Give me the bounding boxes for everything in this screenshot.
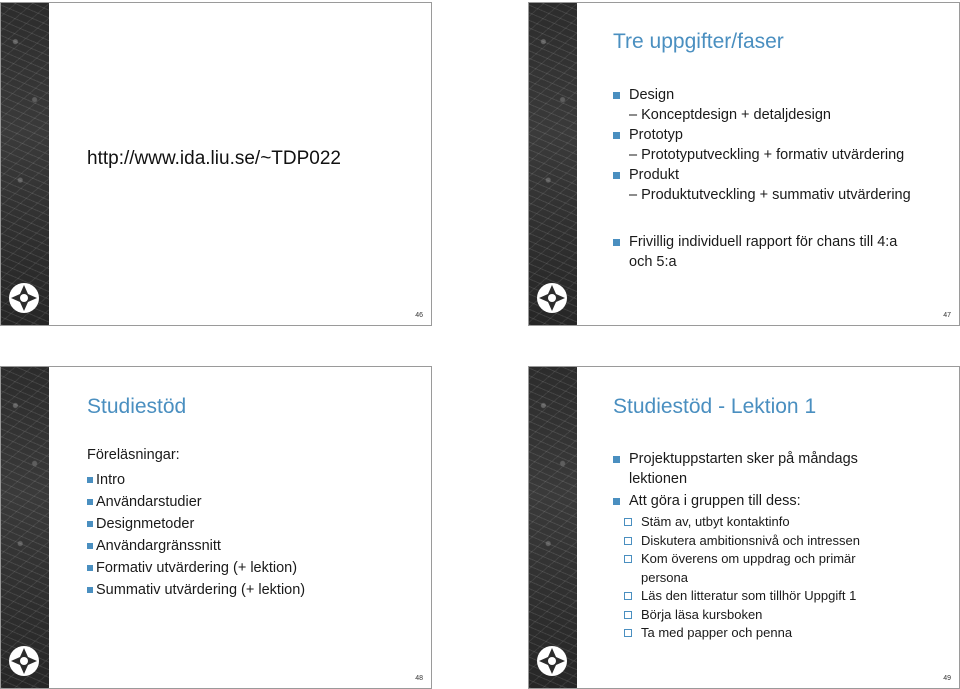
phase-label: Prototyp <box>613 125 953 145</box>
university-logo-icon <box>535 644 569 678</box>
slide-title: Studiestöd - Lektion 1 <box>613 395 817 418</box>
lectures-intro: Föreläsningar: <box>87 447 180 463</box>
phase-sub: – Konceptdesign + detaljdesign <box>629 107 831 123</box>
slide-46 <box>0 2 432 326</box>
list-item: Formativ utvärdering (+ lektion) <box>87 557 417 579</box>
slide-number: 46 <box>415 312 423 319</box>
slide-title: Studiestöd <box>87 395 187 418</box>
slide-47 <box>528 2 960 326</box>
list-item: Intro <box>87 469 417 491</box>
list-item: Läs den litteratur som tillhör Uppgift 1 <box>623 587 943 606</box>
slide-48 <box>0 366 432 689</box>
list-item: Kom överens om uppdrag och primär persona <box>623 550 943 587</box>
phase-sub: – Prototyputveckling + formativ utvärdering <box>629 147 905 163</box>
university-logo-icon <box>535 281 569 315</box>
slide-number: 49 <box>943 675 951 682</box>
point-todo: Att göra i gruppen till dess: <box>613 491 960 511</box>
list-item: Summativ utvärdering (+ lektion) <box>87 579 417 601</box>
slide-number: 47 <box>943 312 951 319</box>
chalkboard-strip <box>529 3 577 325</box>
course-url[interactable]: http://www.ida.liu.se/~TDP022 <box>87 148 341 169</box>
phase-label: Design <box>613 85 953 105</box>
chalkboard-strip <box>529 367 577 688</box>
list-item <box>613 125 953 165</box>
phase-list <box>613 85 953 205</box>
university-logo-icon <box>7 281 41 315</box>
slide-49 <box>528 366 960 689</box>
list-item: Börja läsa kursboken <box>623 606 943 625</box>
list-item: Användarstudier <box>87 491 417 513</box>
phase-sub: – Produktutveckling + summativ utvärdering <box>629 187 911 203</box>
list-item: Ta med papper och penna <box>623 624 943 643</box>
list-item <box>613 165 953 205</box>
slide-number: 48 <box>415 675 423 682</box>
chalkboard-strip <box>1 367 49 688</box>
list-item: Stäm av, utbyt kontaktinfo <box>623 513 943 532</box>
list-item: Användargränssnitt <box>87 535 417 557</box>
university-logo-icon <box>7 644 41 678</box>
list-item: Designmetoder <box>87 513 417 535</box>
phase-label: Produkt <box>613 165 953 185</box>
list-item: Diskutera ambitionsnivå och intressen <box>623 532 943 551</box>
lecture-list <box>87 469 417 601</box>
list-item <box>613 85 953 125</box>
chalkboard-strip <box>1 3 49 325</box>
point-start: Projektuppstarten sker på måndags lektionen <box>613 449 960 489</box>
extra-point: Frivillig individuell rapport för chans till 4:a och 5:a <box>613 232 960 272</box>
slide-title: Tre uppgifter/faser <box>613 30 784 53</box>
todo-list <box>623 513 943 643</box>
